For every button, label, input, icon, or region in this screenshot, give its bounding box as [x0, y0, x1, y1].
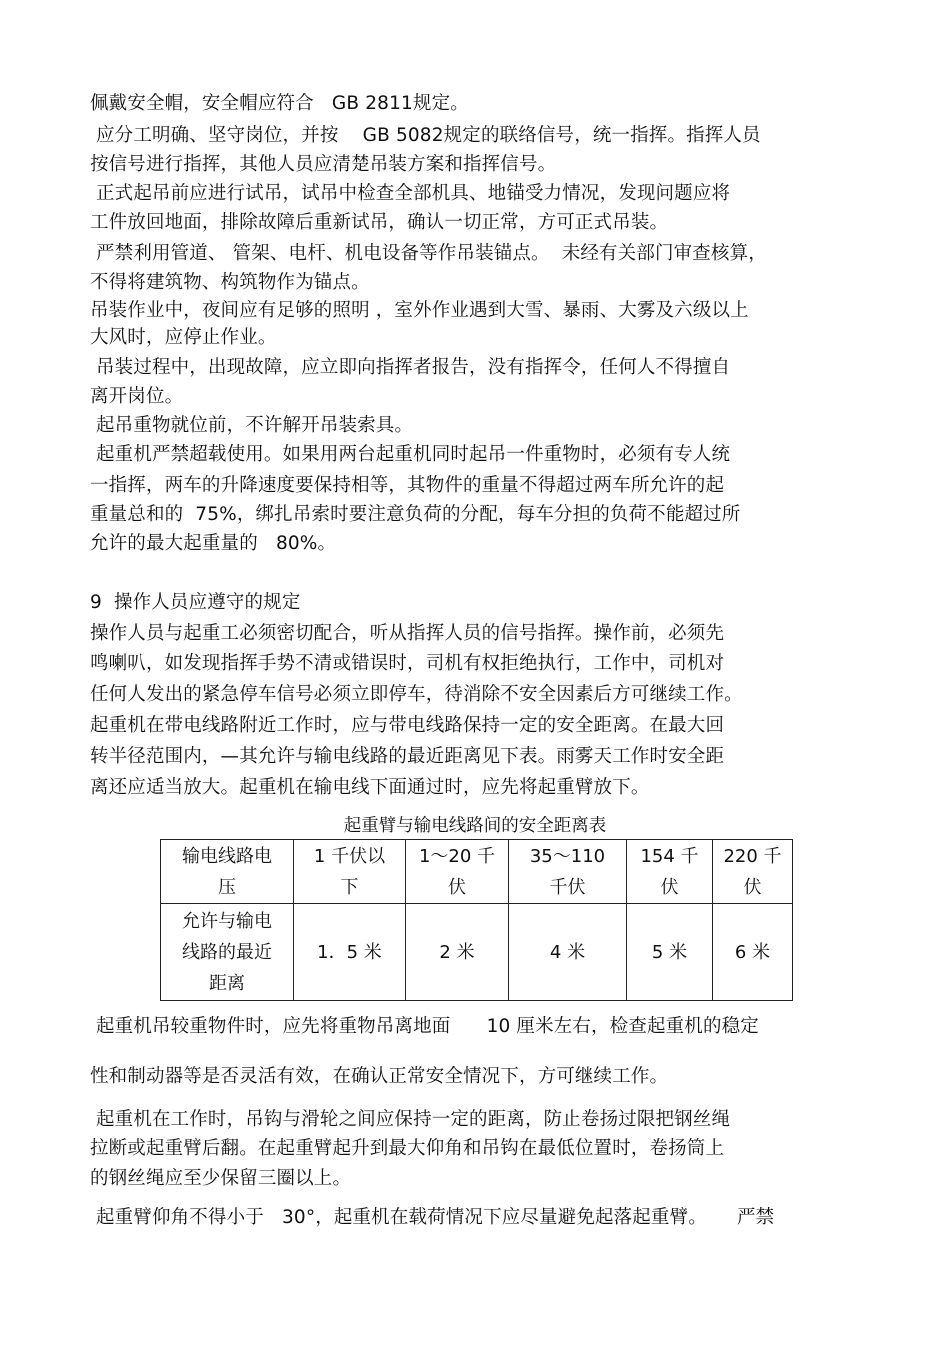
- text-line: 拉断或起重臂后翻。在起重臂起升到最大仰角和吊钩在最低位置时，卷扬筒上: [90, 1138, 725, 1159]
- text-line: 转半径范围内，—其允许与输电线路的最近距离见下表。雨雾天工作时安全距: [90, 746, 725, 767]
- text-line: 工件放回地面，排除故障后重新试吊，确认一切正常，方可正式吊装。: [90, 212, 669, 233]
- cell-text: 5 米: [651, 941, 688, 963]
- text-line: 吊装过程中，出现故障，应立即向指挥者报告，没有指挥令，任何人不得擅自: [90, 357, 731, 378]
- table-cell: [509, 904, 627, 1001]
- table-cell: [294, 904, 406, 1001]
- text-line: 允许的最大起重量的 80%。: [90, 533, 337, 554]
- cell-text: 154 千 伏: [640, 845, 699, 898]
- table-caption: 起重臂与输电线路间的安全距离表: [343, 816, 607, 836]
- cell-text: 6 米: [734, 941, 771, 963]
- text-line: 正式起吊前应进行试吊，试吊中检查全部机具、地锚受力情况，发现问题应将: [90, 183, 731, 204]
- text-line: 任何人发出的紧急停车信号必须立即停车，待消除不安全因素后方可继续工作。: [90, 684, 743, 705]
- text-line: 操作人员与起重工必须密切配合，听从指挥人员的信号指挥。操作前，必须先: [90, 623, 725, 644]
- cell-text: 1．5 米: [317, 941, 382, 963]
- text-line: 起重机吊较重物件时，应先将重物吊离地面 10 厘米左右，检查起重机的稳定: [90, 1016, 759, 1037]
- text-line: 一指挥，两车的升降速度要保持相等，其物件的重量不得超过两车所允许的起: [90, 475, 725, 496]
- text-line: 按信号进行指挥，其他人员应清楚吊装方案和指挥信号。: [90, 154, 557, 175]
- text-line: 严禁利用管道、 管架、电杆、机电设备等作吊装锚点。 未经有关部门审查核算，: [90, 243, 767, 264]
- table-cell: [406, 904, 509, 1001]
- text-line: 离开岗位。: [90, 386, 184, 407]
- cell-text: 220 千 伏: [723, 845, 782, 898]
- text-line: 离还应适当放大。起重机在输电线下面通过时，应先将起重臂放下。: [90, 777, 650, 798]
- text-line: 的钢丝绳应至少保留三圈以上。: [90, 1168, 352, 1189]
- text-line: 大风时，应停止作业。: [90, 327, 277, 348]
- table-cell: [509, 840, 627, 904]
- cell-text: 2 米: [439, 941, 475, 963]
- cell-text: 1 千伏以 下: [313, 845, 386, 898]
- text-line: 起重机在工作时，吊钩与滑轮之间应保持一定的距离，防止卷扬过限把钢丝绳: [90, 1109, 731, 1130]
- table-cell: [713, 904, 793, 1001]
- text-line: 应分工明确、坚守岗位，并按 GB 5082规定的联络信号，统一指挥。指挥人员: [90, 125, 761, 146]
- text-line: 不得将建筑物、构筑物作为锚点。: [90, 272, 370, 293]
- table-row: [161, 904, 793, 1001]
- cell-text: 输电线路电 压: [182, 845, 272, 898]
- text-line: 起重臂仰角不得小于 30°，起重机在载荷情况下应尽量避免起落起重臂。 严禁: [90, 1207, 775, 1228]
- text-line: 鸣喇叭，如发现指挥手势不清或错误时，司机有权拒绝执行，工作中，司机对: [90, 653, 725, 674]
- cell-text: 35～110 千伏: [529, 845, 606, 898]
- text-line: 起重机严禁超载使用。如果用两台起重机同时起吊一件重物时，必须有专人统: [90, 444, 731, 465]
- table-cell: [161, 904, 294, 1001]
- cell-text: 允许与输电 线路的最近 距离: [182, 910, 272, 994]
- table-header-row: [161, 840, 793, 904]
- table-cell: [294, 840, 406, 904]
- text-line: 吊装作业中，夜间应有足够的照明 ，室外作业遇到大雪、暴雨、大雾及六级以上: [90, 300, 749, 321]
- text-line: 佩戴安全帽，安全帽应符合 GB 2811规定。: [90, 93, 469, 114]
- table-cell: [161, 840, 294, 904]
- text-line: 起吊重物就位前，不许解开吊装索具。: [90, 415, 414, 436]
- table-cell: [627, 904, 713, 1001]
- table-cell: [406, 840, 509, 904]
- text-line: 起重机在带电线路附近工作时，应与带电线路保持一定的安全距离。在最大回: [90, 715, 725, 736]
- safety-distance-table: [160, 839, 793, 1001]
- table-cell: [627, 840, 713, 904]
- text-line: 重量总和的 75%，绑扎吊索时要注意负荷的分配，每车分担的负荷不能超过所: [90, 504, 741, 525]
- table-cell: [713, 840, 793, 904]
- cell-text: 4 米: [549, 941, 586, 963]
- text-line: 性和制动器等是否灵活有效，在确认正常安全情况下，方可继续工作。: [90, 1066, 669, 1087]
- cell-text: 1～20 千 伏: [418, 845, 496, 898]
- section-heading: 9 操作人员应遵守的规定: [90, 592, 301, 613]
